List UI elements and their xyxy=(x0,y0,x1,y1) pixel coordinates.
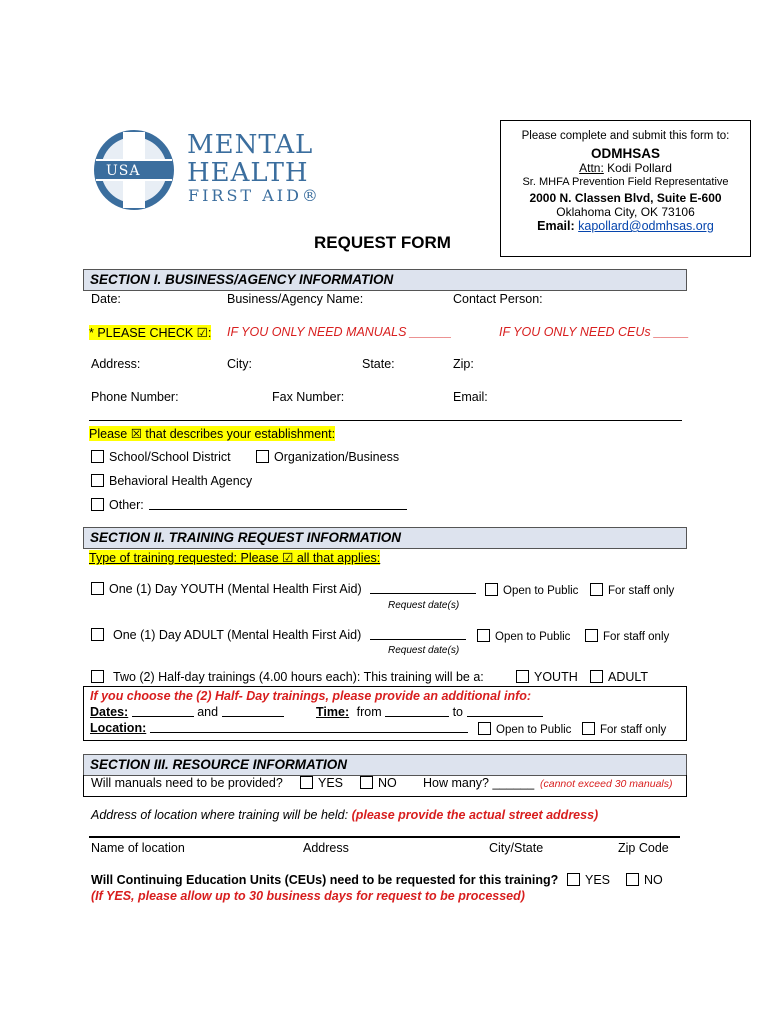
ceu-no-checkbox[interactable] xyxy=(626,873,639,886)
from-label: from xyxy=(356,705,382,719)
manuals-question-text: Will manuals need to be provided? xyxy=(91,776,283,790)
manuals-no-checkbox[interactable] xyxy=(360,776,373,789)
location-label: Location: xyxy=(90,721,147,735)
halfday-youth-checkbox[interactable] xyxy=(516,670,529,683)
attn-label: Attn: xyxy=(579,161,604,175)
logo-usa-label: USA xyxy=(106,163,141,179)
training-type-prompt: Type of training requested: Please ☑ all that applies: xyxy=(89,551,381,565)
fax-label: Fax Number: xyxy=(272,390,345,404)
adult-staff-label: For staff only xyxy=(603,631,670,643)
page-title: REQUEST FORM xyxy=(314,233,451,252)
col-location-name: Name of location xyxy=(91,841,185,855)
date-two-line[interactable] xyxy=(222,705,284,717)
behavioral-checkbox[interactable] xyxy=(91,474,104,487)
section1-divider xyxy=(89,420,682,421)
manuals-yes-option[interactable] xyxy=(300,776,343,790)
manuals-yes-checkbox[interactable] xyxy=(300,776,313,789)
adult-staff-option[interactable] xyxy=(585,629,669,643)
location-line-divider xyxy=(89,836,680,838)
halfday-adult-label: ADULT xyxy=(608,670,649,684)
ceus-only-option[interactable]: IF YOU ONLY NEED CEUs _____ xyxy=(499,325,689,339)
cannot-exceed-note: (cannot exceed 30 manuals) xyxy=(540,778,673,790)
youth-label: One (1) Day YOUTH (Mental Health First Aid) xyxy=(109,582,362,596)
ceu-yes-option[interactable] xyxy=(567,873,610,887)
email-field-label: Email: xyxy=(453,390,488,404)
adult-label: One (1) Day ADULT (Mental Health First Aid) xyxy=(113,628,362,642)
halfday-staff-label: For staff only xyxy=(600,724,667,736)
email-link[interactable]: kapollard@odmhsas.org xyxy=(578,219,714,233)
ceu-question: Will Continuing Education Units (CEUs) need to be requested for this training? xyxy=(91,873,559,887)
col-address: Address xyxy=(303,841,349,855)
section3-header: SECTION III. RESOURCE INFORMATION xyxy=(83,754,687,776)
submit-org: ODMHSAS xyxy=(590,146,660,161)
halfday-details-box xyxy=(83,686,687,741)
to-label: to xyxy=(452,705,464,719)
submit-intro: Please complete and submit this form to: xyxy=(521,130,730,142)
manuals-yes-label: YES xyxy=(318,776,344,790)
adult-public-label: Open to Public xyxy=(495,631,571,643)
organization-checkbox[interactable] xyxy=(256,450,269,463)
halfday-public-option[interactable] xyxy=(478,722,571,736)
option-behavioral[interactable] xyxy=(91,474,252,488)
behavioral-label: Behavioral Health Agency xyxy=(109,474,253,488)
ceu-note: (If YES, please allow up to 30 business days for request to be processed) xyxy=(91,889,525,903)
date-one-line[interactable] xyxy=(132,705,194,717)
adult-request-dates: Request date(s) xyxy=(388,645,460,656)
address-prompt-row xyxy=(91,808,598,822)
option-other[interactable] xyxy=(91,498,407,512)
halfday-staff-option[interactable] xyxy=(582,722,666,736)
manuals-only-option[interactable]: IF YOU ONLY NEED MANUALS ______ xyxy=(227,325,452,339)
address-prompt: Address of location where training will be held: xyxy=(91,808,349,822)
submit-city: Oklahoma City, OK 73106 xyxy=(556,205,695,219)
option-school[interactable] xyxy=(91,450,231,464)
organization-label: Organization/Business xyxy=(274,450,400,464)
youth-date-line[interactable] xyxy=(370,582,476,594)
youth-request-dates: Request date(s) xyxy=(388,600,460,611)
adult-checkbox[interactable] xyxy=(91,628,104,641)
option-organization[interactable] xyxy=(256,450,399,464)
halfday-youth-label: YOUTH xyxy=(534,670,578,684)
halfday-training-option[interactable] xyxy=(91,670,484,684)
submit-email xyxy=(501,219,750,233)
adult-public-checkbox[interactable] xyxy=(477,629,490,642)
business-name-label: Business/Agency Name: xyxy=(227,292,364,306)
submit-attn xyxy=(501,161,750,175)
col-zip: Zip Code xyxy=(618,841,669,855)
halfday-checkbox[interactable] xyxy=(91,670,104,683)
submit-street: 2000 N. Classen Blvd, Suite E-600 xyxy=(529,191,722,205)
contact-person-label: Contact Person: xyxy=(453,292,543,306)
ceu-no-label: NO xyxy=(644,873,663,887)
halfday-public-checkbox[interactable] xyxy=(478,722,491,735)
youth-public-option[interactable] xyxy=(485,583,578,597)
adult-date-line[interactable] xyxy=(370,628,466,640)
logo-mental: MENTAL xyxy=(187,130,314,160)
halfday-public-label: Open to Public xyxy=(496,724,572,736)
zip-label: Zip: xyxy=(453,357,474,371)
logo-first-aid: FIRST AID® xyxy=(188,186,321,205)
date-label: Date: xyxy=(91,292,121,306)
ceu-yes-label: YES xyxy=(585,873,611,887)
establishment-prompt: Please ☒ that describes your establishment: xyxy=(89,427,336,441)
please-check-label: * PLEASE CHECK ☑: xyxy=(89,326,212,340)
time-from-line[interactable] xyxy=(385,705,449,717)
phone-label: Phone Number: xyxy=(91,390,179,404)
state-label: State: xyxy=(362,357,395,371)
other-label: Other: xyxy=(109,498,144,512)
youth-training-option[interactable] xyxy=(91,582,476,596)
attn-name: Kodi Pollard xyxy=(607,161,672,175)
halfday-adult-option[interactable] xyxy=(590,670,648,684)
submit-role: Sr. MHFA Prevention Field Representative xyxy=(522,176,729,188)
dates-label: Dates: xyxy=(90,705,129,719)
section1-header: SECTION I. BUSINESS/AGENCY INFORMATION xyxy=(83,269,687,291)
manuals-no-option[interactable] xyxy=(360,776,397,790)
halfday-dates-row xyxy=(90,705,284,719)
address-note: (please provide the actual street address) xyxy=(351,808,599,822)
youth-public-label: Open to Public xyxy=(503,585,579,597)
other-input-line[interactable] xyxy=(149,498,407,510)
youth-checkbox[interactable] xyxy=(91,582,104,595)
youth-staff-checkbox[interactable] xyxy=(590,583,603,596)
halfday-adult-checkbox[interactable] xyxy=(590,670,603,683)
time-label: Time: xyxy=(316,705,350,719)
ceu-yes-checkbox[interactable] xyxy=(567,873,580,886)
halfday-time-row xyxy=(316,705,543,719)
location-line[interactable] xyxy=(150,721,468,733)
youth-staff-option[interactable] xyxy=(590,583,674,597)
manuals-question xyxy=(91,776,283,790)
adult-training-option[interactable] xyxy=(91,628,466,642)
school-label: School/School District xyxy=(109,450,231,464)
how-many-label: How many? ______ xyxy=(423,776,535,790)
city-label: City: xyxy=(227,357,252,371)
halfday-note: If you choose the (2) Half- Day trainings, please provide an additional info: xyxy=(90,689,532,703)
adult-public-option[interactable] xyxy=(477,629,570,643)
ceu-no-option[interactable] xyxy=(626,873,663,887)
email-label: Email: xyxy=(537,219,575,233)
address-label: Address: xyxy=(91,357,141,371)
halfday-location-row xyxy=(90,721,468,735)
mhfa-logo xyxy=(92,128,332,212)
halfday-label: Two (2) Half-day trainings (4.00 hours each): This training will be a: xyxy=(113,670,484,684)
submit-info-box xyxy=(500,120,751,257)
adult-staff-checkbox[interactable] xyxy=(585,629,598,642)
school-checkbox[interactable] xyxy=(91,450,104,463)
youth-staff-label: For staff only xyxy=(608,585,675,597)
col-city-state: City/State xyxy=(489,841,544,855)
manuals-no-label: NO xyxy=(378,776,397,790)
logo-health: HEALTH xyxy=(187,158,309,188)
youth-public-checkbox[interactable] xyxy=(485,583,498,596)
halfday-staff-checkbox[interactable] xyxy=(582,722,595,735)
other-checkbox[interactable] xyxy=(91,498,104,511)
time-to-line[interactable] xyxy=(467,705,543,717)
and-label: and xyxy=(197,705,219,719)
halfday-youth-option[interactable] xyxy=(516,670,578,684)
section2-header: SECTION II. TRAINING REQUEST INFORMATION xyxy=(83,527,687,549)
